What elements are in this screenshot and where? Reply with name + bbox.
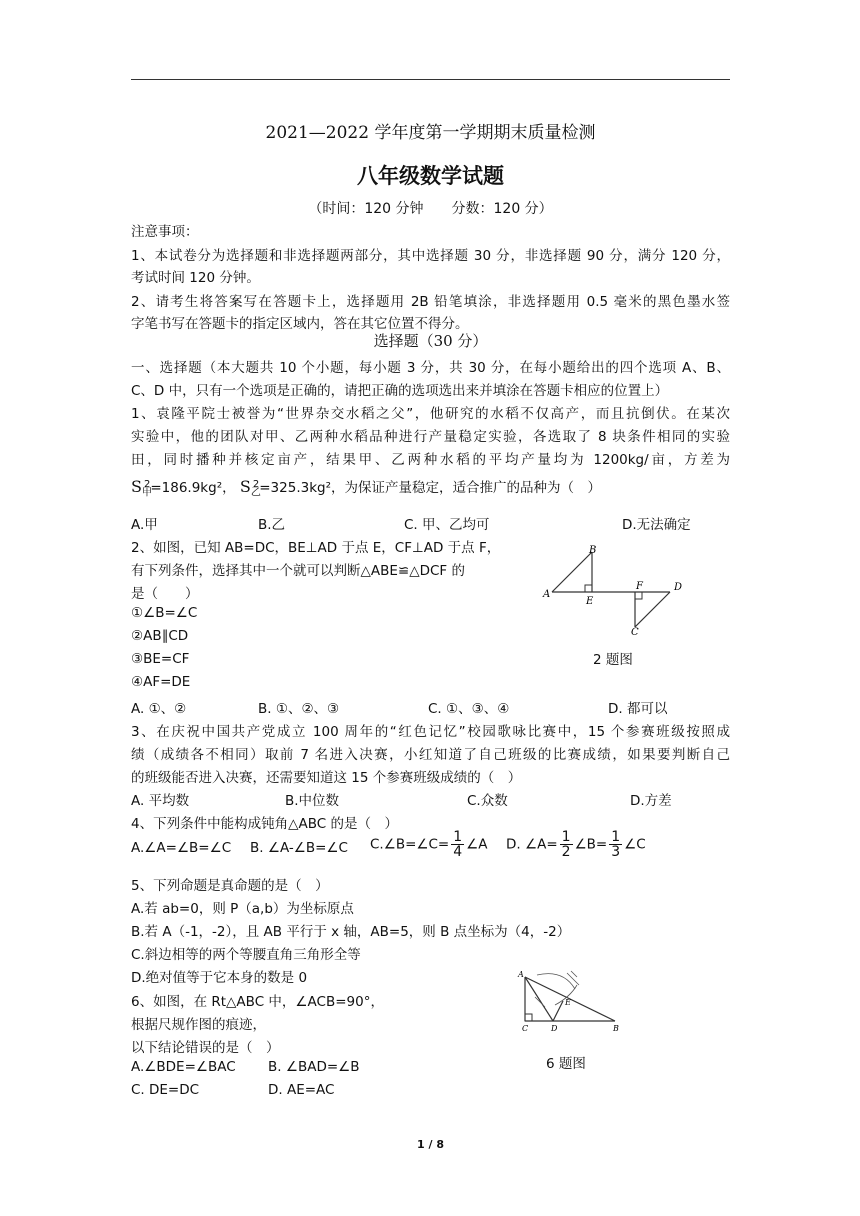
variance-symbol-2: S (239, 477, 251, 496)
frac-den: 4 (453, 844, 463, 860)
q2-line2: 有下列条件，选择其中一个就可以判断△ABE≌△DCF 的 (131, 563, 465, 579)
fig6-label-b: B (613, 1024, 619, 1033)
q3-line3: 的班级能否进入决赛，还需要知道这 15 个参赛班级成绩的（ ） (131, 770, 522, 786)
fig6-label-c: C (522, 1024, 529, 1033)
q3-line2: 绩（成绩各不相同）取前 7 名进入决赛，小红知道了自己班级的比赛成绩，如果要判断自己 (131, 747, 730, 763)
q3-option-a[interactable]: A. 平均数 (131, 793, 190, 809)
q2-option-a[interactable]: A. ①、② (131, 701, 187, 717)
q4-option-a[interactable]: A.∠A=∠B=∠C (131, 840, 232, 856)
q4-line1: 4、下列条件中能构成钝角△ABC 的是（ ） (131, 816, 398, 832)
frac-den: 3 (611, 844, 621, 860)
variance-yi: =325.3kg²，为保证产量稳定，适合推广的品种为（ ） (259, 480, 602, 496)
notice-item2-line1: 2、请考生将答案写在答题卡上，选择题用 2B 铅笔填涂，非选择题用 0.5 毫米的黑色墨水签 (131, 294, 730, 310)
fig2-label-c: C (631, 627, 639, 635)
section-heading: 选择题（30 分） (373, 332, 488, 350)
q2-caption: 2 题图 (593, 652, 633, 668)
sup-yi: 2 (252, 478, 260, 490)
fig6-label-a: A (518, 970, 524, 979)
q4-c-tail: ∠A (466, 836, 488, 853)
fig6-label-d: D (551, 1024, 558, 1033)
q2-condition-4: ④AF=DE (131, 674, 191, 690)
q5-option-b[interactable]: B.若 A（-1，-2），且 AB 平行于 x 轴，AB=5，则 B 点坐标为（4，-2） (131, 924, 571, 940)
sub-yi: 乙 (250, 487, 261, 499)
q2-option-c[interactable]: C. ①、③、④ (428, 701, 510, 717)
q1-option-b[interactable]: B.乙 (258, 517, 286, 533)
q5-option-c[interactable]: C.斜边相等的两个等腰直角三角形全等 (131, 947, 361, 963)
exam-info: （时间：120 分钟 分数：120 分） (308, 201, 553, 217)
q2-condition-1: ①∠B=∠C (131, 605, 198, 621)
q2-condition-3: ③BE=CF (131, 651, 190, 667)
q6-option-d[interactable]: D. AE=AC (268, 1082, 335, 1098)
q2-figure (540, 545, 700, 635)
q4-d-head: D. ∠A= (506, 836, 558, 853)
q4-c-head: C.∠B=∠C= (370, 836, 450, 853)
q3-option-d[interactable]: D.方差 (630, 793, 672, 809)
frac-num: 1 (561, 829, 571, 845)
section-intro-line2: C、D 中，只有一个选项是正确的，请把正确的选项选出来并填涂在答题卡相应的位置上） (131, 383, 669, 399)
section-intro-line1: 一、选择题（本大题共 10 个小题，每小题 3 分，共 30 分，在每小题给出的四个选项 A、B、 (131, 360, 730, 376)
q6-figure (515, 965, 625, 1035)
fig2-label-a: A (543, 589, 551, 600)
q5-line1: 5、下列命题是真命题的是（ ） (131, 878, 329, 894)
fig2-label-b: B (589, 545, 597, 556)
notice-item1-line1: 1、本试卷分为选择题和非选择题两部分，其中选择题 30 分，非选择题 90 分，满分 120 分， (131, 248, 730, 264)
top-rule (131, 79, 730, 80)
q4-d-tail: ∠C (624, 836, 646, 853)
q3-option-c[interactable]: C.众数 (467, 793, 508, 809)
q2-option-d[interactable]: D. 都可以 (608, 701, 668, 717)
q5-option-d[interactable]: D.绝对值等于它本身的数是 0 (131, 970, 308, 986)
q1-line3: 田，同时播种并核定亩产，结果甲、乙两种水稻的平均产量均为 1200kg/亩，方差为 (131, 452, 730, 468)
q2-condition-2: ②AB∥CD (131, 628, 189, 644)
q1-option-c[interactable]: C. 甲、乙均可 (404, 517, 490, 533)
q1-variance-line (131, 476, 601, 499)
sub-jia: 甲 (141, 487, 152, 499)
q2-option-b[interactable]: B. ①、②、③ (258, 701, 340, 717)
page-number: 1 / 8 (417, 1138, 444, 1151)
q4-option-b[interactable]: B. ∠A-∠B=∠C (250, 840, 348, 856)
variance-symbol: S (131, 477, 142, 496)
frac-num: 1 (453, 829, 463, 845)
q1-line2: 实验中，他的团队对甲、乙两种水稻品种进行产量稳定实验，各选取了 8 块条件相同的实验 (131, 429, 730, 445)
sup-jia: 2 (143, 478, 151, 490)
q3-option-b[interactable]: B.中位数 (285, 793, 340, 809)
subject-title: 八年级数学试题 (357, 163, 504, 188)
q4-d-mid: ∠B= (574, 836, 608, 853)
q6-line2: 根据尺规作图的痕迹， (131, 1017, 266, 1033)
q1-option-d[interactable]: D.无法确定 (622, 517, 691, 533)
q4-option-d[interactable] (506, 830, 646, 859)
notice-item2-line2: 字笔书写在答题卡的指定区域内，答在其它位置不得分。 (131, 316, 469, 332)
variance-jia: =186.9kg²， (150, 480, 236, 496)
q6-line1: 6、如图，在 Rt△ABC 中，∠ACB=90°， (131, 994, 384, 1010)
q6-option-c[interactable]: C. DE=DC (131, 1082, 200, 1098)
q2-line1: 2、如图，已知 AB=DC，BE⊥AD 于点 E，CF⊥AD 于点 F， (131, 540, 501, 556)
q3-line1: 3、在庆祝中国共产党成立 100 周年的“红色记忆”校园歌咏比赛中，15 个参赛班级按照成 (131, 724, 730, 740)
q5-option-a[interactable]: A.若 ab=0，则 P（a,b）为坐标原点 (131, 901, 354, 917)
fraction-half (560, 830, 573, 859)
q6-line3: 以下结论错误的是（ ） (131, 1040, 280, 1056)
q1-line1: 1、袁隆平院士被誉为“世界杂交水稻之父”，他研究的水稻不仅高产，而且抗倒伏。在某次 (131, 406, 730, 422)
q6-option-b[interactable]: B. ∠BAD=∠B (268, 1059, 360, 1075)
q6-option-a[interactable]: A.∠BDE=∠BAC (131, 1059, 236, 1075)
q2-line3: 是（ ） (131, 586, 199, 602)
fraction-quarter (451, 830, 464, 859)
fig2-label-f: F (636, 581, 643, 592)
exam-title: 2021—2022 学年度第一学期期末质量检测 (265, 123, 596, 143)
q1-option-a[interactable]: A.甲 (131, 517, 158, 533)
fig2-label-e: E (586, 596, 594, 607)
fig6-label-e: E (565, 998, 571, 1007)
fig2-label-d: D (674, 582, 683, 593)
q4-option-c[interactable] (370, 830, 488, 859)
frac-den: 2 (561, 844, 571, 860)
frac-num: 1 (611, 829, 621, 845)
notice-item1-line2: 考试时间 120 分钟。 (131, 270, 260, 286)
q6-caption: 6 题图 (546, 1056, 586, 1072)
fraction-third (609, 830, 622, 859)
notice-label: 注意事项： (131, 224, 199, 240)
